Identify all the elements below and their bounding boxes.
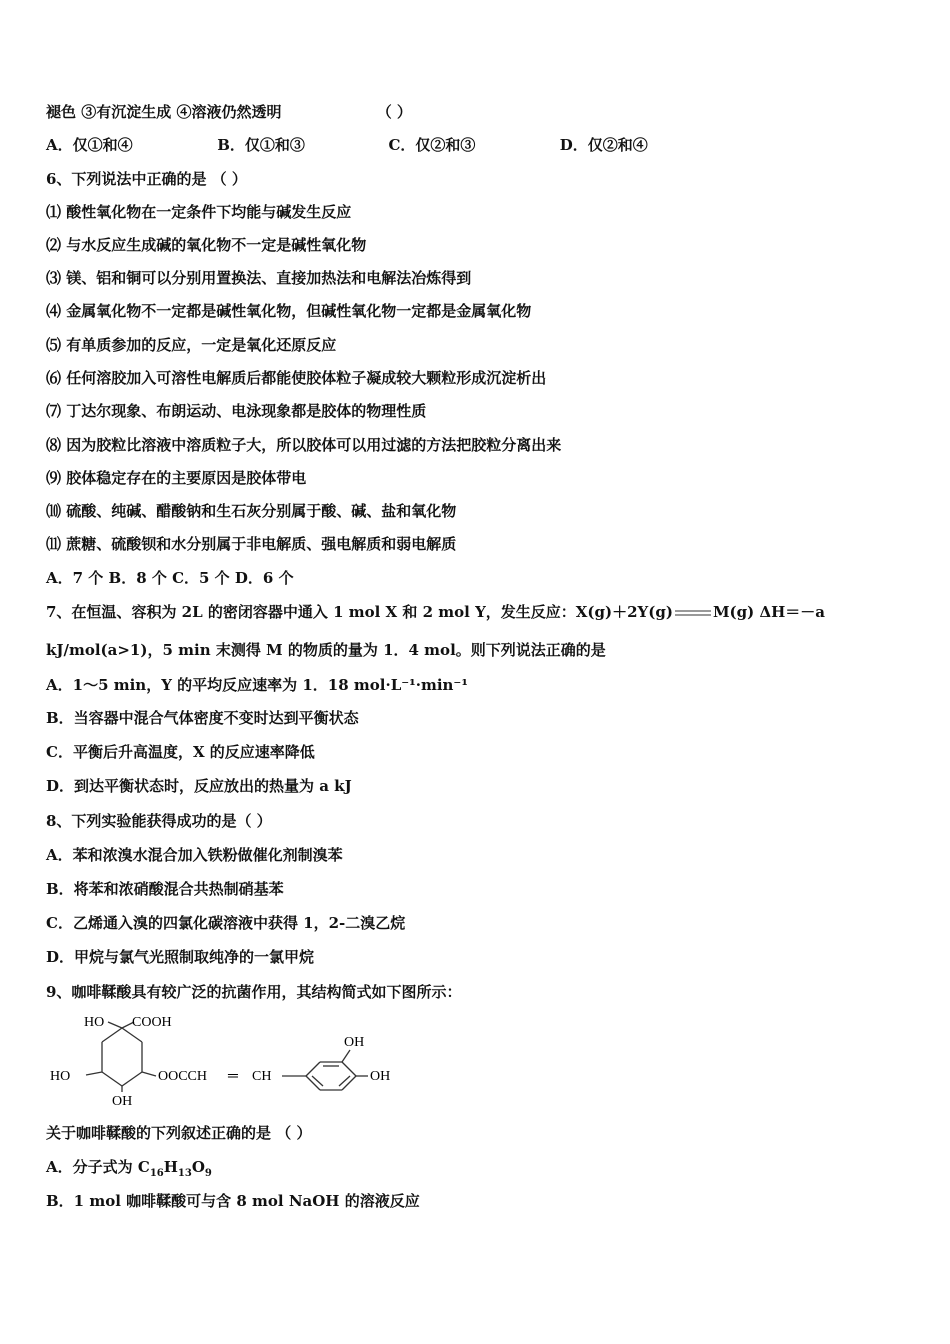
q9-stem: 9、咖啡鞣酸具有较广泛的抗菌作用，其结构简式如下图所示：	[46, 983, 462, 1001]
q5-choice-b: B．仅①和③	[217, 136, 305, 154]
q6-stem: 6、下列说法中正确的是 （ ）	[46, 170, 247, 188]
q5-choice-a: A．仅①和④	[46, 136, 133, 154]
q6-item: ⑻ 因为胶粒比溶液中溶质粒子大，所以胶体可以用过滤的方法把胶粒分离出来	[46, 436, 562, 454]
q6-item: ⑶ 镁、铝和铜可以分别用置换法、直接加热法和电解法冶炼得到	[46, 269, 472, 287]
q6-item: ⑴ 酸性氧化物在一定条件下均能与碱发生反应	[46, 203, 352, 221]
label-cooh: COOH	[132, 1015, 172, 1030]
label-ho-left: HO	[50, 1069, 71, 1084]
label-oh-ring-right: OH	[370, 1069, 391, 1084]
label-ester: OOCCH	[158, 1069, 208, 1084]
q7-choice-a: A．1～5 min，Y 的平均反应速率为 1．18 mol·L⁻¹·min⁻¹	[46, 676, 468, 694]
q9-question: 关于咖啡鞣酸的下列叙述正确的是 （ ）	[46, 1124, 312, 1142]
label-double-bond: ═	[228, 1069, 238, 1084]
chlorogenic-acid-structure	[44, 1010, 414, 1105]
q6-item: ⑸ 有单质参加的反应，一定是氧化还原反应	[46, 336, 337, 354]
q8-stem: 8、下列实验能获得成功的是（ ）	[46, 812, 272, 830]
q8-choice-b: B．将苯和浓硝酸混合共热制硝基苯	[46, 880, 284, 898]
label-ch: CH	[252, 1069, 272, 1084]
q6-item: ⑼ 胶体稳定存在的主要原因是胶体带电	[46, 469, 307, 487]
q7-stem-line2: kJ/mol(a>1)，5 min 末测得 M 的物质的量为 1．4 mol。则下列说法正确的是	[46, 641, 606, 659]
q6-choices: A．7 个 B．8 个 C．5 个 D．6 个	[46, 569, 294, 587]
q5-choice-c: C．仅②和③	[388, 136, 476, 154]
label-ho-top: HO	[84, 1015, 105, 1030]
q7-choice-c: C．平衡后升高温度，X 的反应速率降低	[46, 743, 315, 761]
q7-choice-d: D．到达平衡状态时，反应放出的热量为 a kJ	[46, 777, 352, 795]
q8-choice-d: D．甲烷与氯气光照制取纯净的一氯甲烷	[46, 948, 315, 966]
equilibrium-arrow-icon	[673, 607, 713, 619]
label-oh-ring-top: OH	[344, 1035, 365, 1050]
q5-choice-d: D．仅②和④	[559, 136, 648, 154]
label-oh-bottom: OH	[112, 1094, 133, 1105]
q8-choice-a: A．苯和浓溴水混合加入铁粉做催化剂制溴苯	[46, 846, 343, 864]
q6-item: ⑽ 硫酸、纯碱、醋酸钠和生石灰分别属于酸、碱、盐和氧化物	[46, 502, 457, 520]
q6-item: ⑷ 金属氧化物不一定都是碱性氧化物，但碱性氧化物一定都是金属氧化物	[46, 302, 532, 320]
q7-choice-b: B．当容器中混合气体密度不变时达到平衡状态	[46, 709, 359, 727]
q5-stem-tail: 褪色 ③有沉淀生成 ④溶液仍然透明 （ ）	[46, 103, 412, 121]
q8-choice-c: C．乙烯通入溴的四氯化碳溶液中获得 1，2-二溴乙烷	[46, 914, 406, 932]
q5-choices	[46, 135, 648, 155]
q6-item: ⑺ 丁达尔现象、布朗运动、电泳现象都是胶体的物理性质	[46, 402, 427, 420]
q7-stem-line1: 7、在恒温、容积为 2L 的密闭容器中通入 1 mol X 和 2 mol Y，发生反应：X(g)＋2Y(g) M(g) ΔH＝－a	[46, 603, 825, 621]
q9-choice-a: A．分子式为 $C_{16}H_{13}O_9$	[46, 1158, 212, 1179]
q6-item: ⑹ 任何溶胶加入可溶性电解质后都能使胶体粒子凝成较大颗粒形成沉淀析出	[46, 369, 547, 387]
q9-choice-b: B．1 mol 咖啡鞣酸可与含 8 mol NaOH 的溶液反应	[46, 1192, 420, 1210]
q6-item: ⑾ 蔗糖、硫酸钡和水分别属于非电解质、强电解质和弱电解质	[46, 535, 457, 553]
q6-item: ⑵ 与水反应生成碱的氧化物不一定是碱性氧化物	[46, 236, 367, 254]
